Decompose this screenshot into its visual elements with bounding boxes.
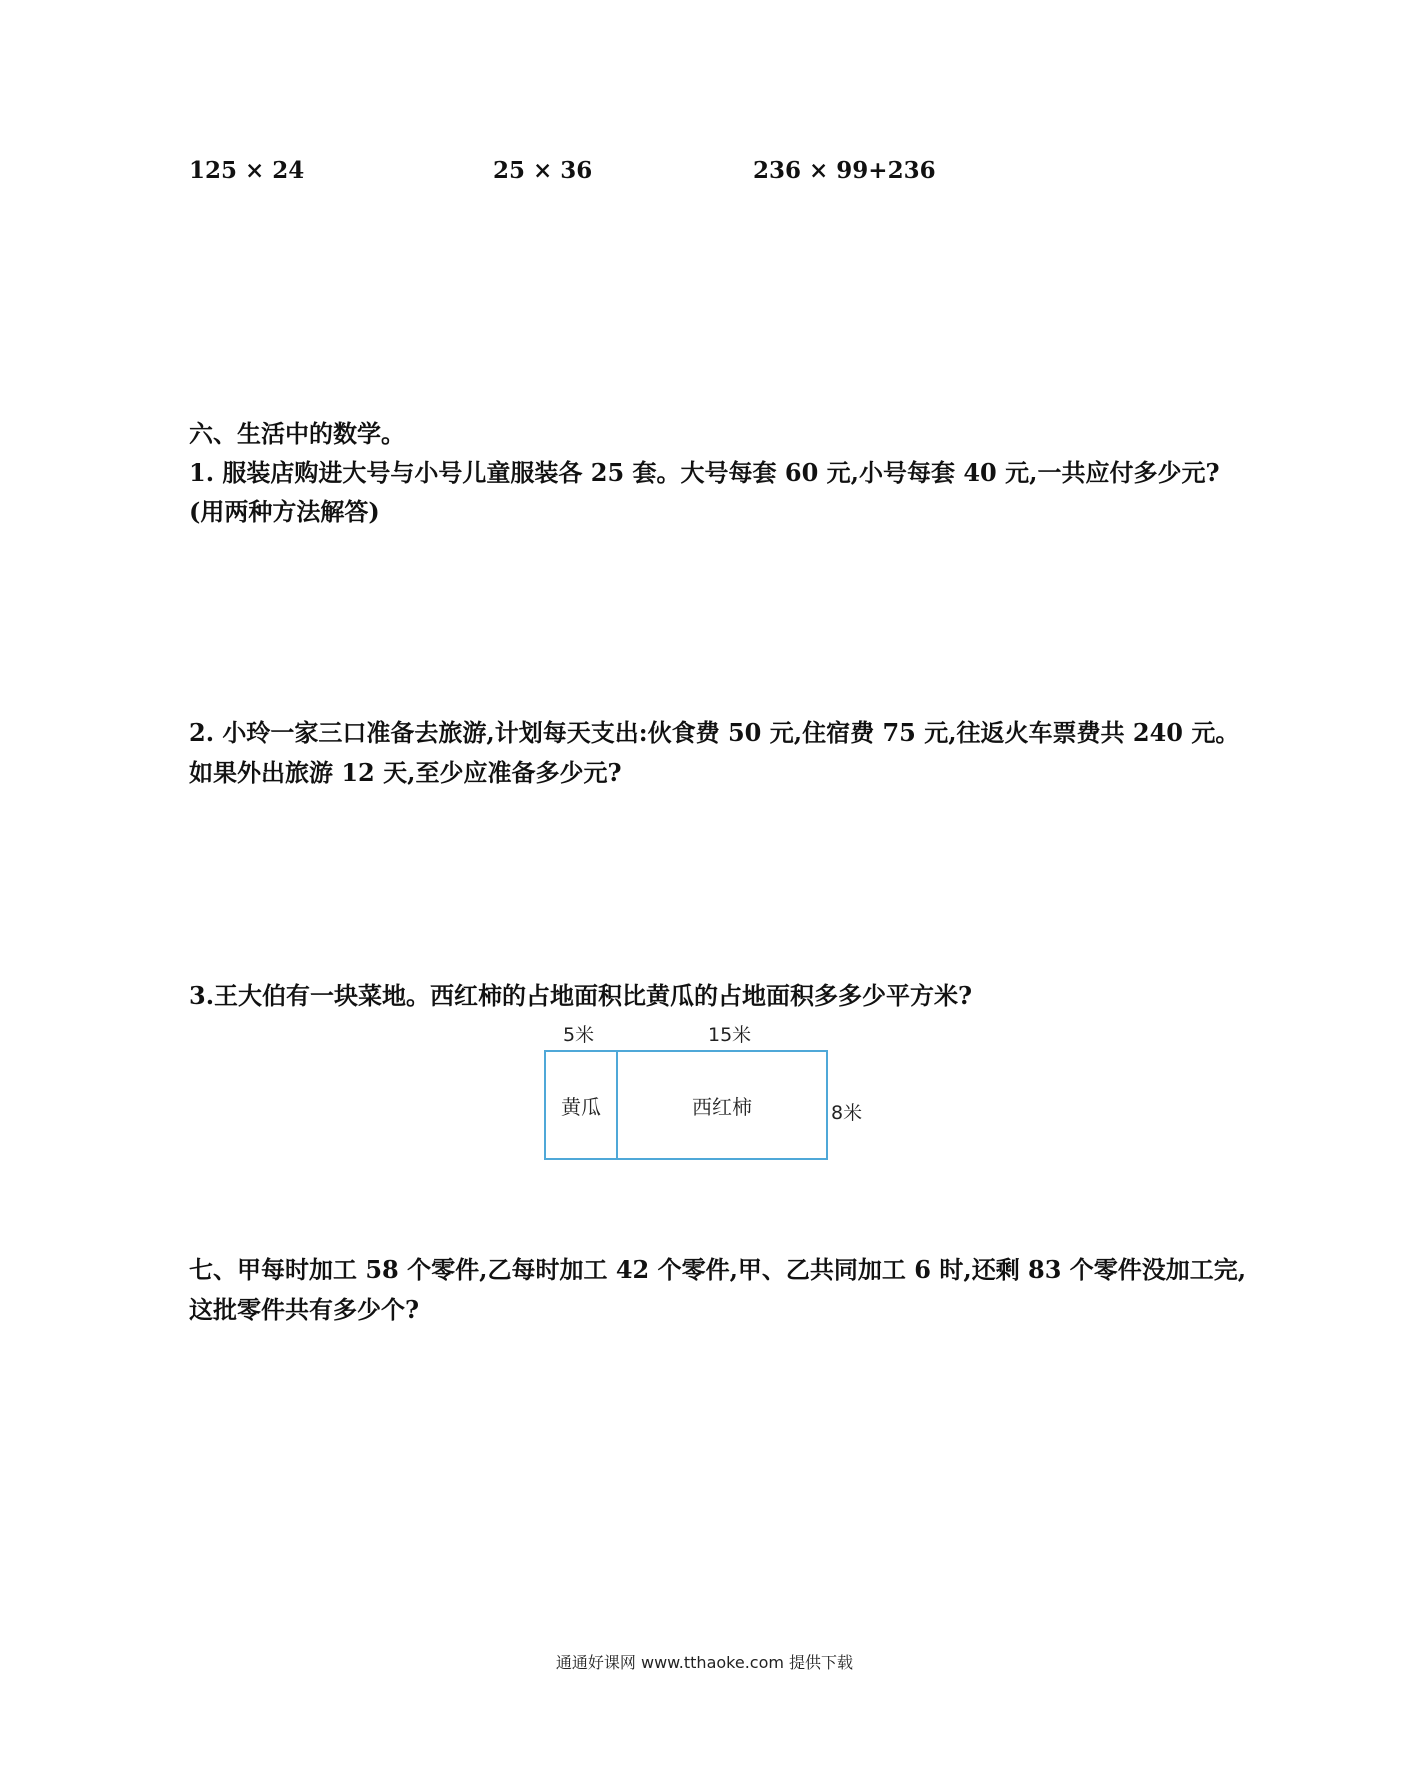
expression-1: 125 × 24 [189,157,305,184]
tomato-plot [616,1050,828,1160]
section-7-line-1: 七、甲每时加工 58 个零件,乙每时加工 42 个零件,甲、乙共同加工 6 时,还剩 83 个零件没加工完, [189,1255,1247,1284]
question-1-line-1: 1. 服装店购进大号与小号儿童服装各 25 套。大号每套 60 元,小号每套 40 元,一共应付多少元? [189,458,1220,487]
question-2-line-1: 2. 小玲一家三口准备去旅游,计划每天支出:伙食费 50 元,住宿费 75 元,往返火车票费共 240 元。 [189,718,1240,747]
section-6-heading: 六、生活中的数学。 [189,419,405,448]
question-1-line-2: (用两种方法解答) [189,497,380,526]
question-3-line-1: 3.王大伯有一块菜地。西红柿的占地面积比黄瓜的占地面积多多少平方米? [189,981,973,1010]
footer-source: 通通好课网 www.tthaoke.com 提供下载 [555,1653,854,1672]
tomato-width-label: 15米 [708,1024,752,1046]
question-2-line-2: 如果外出旅游 12 天,至少应准备多少元? [189,758,622,787]
cucumber-width-label: 5米 [563,1024,595,1046]
plot-height-label: 8米 [831,1102,863,1124]
cucumber-plot [544,1050,618,1160]
expression-3: 236 × 99+236 [753,157,936,184]
vegetable-plot-diagram [500,1015,900,1185]
expression-2: 25 × 36 [493,157,593,184]
tomato-plot-label: 西红柿 [692,1094,752,1119]
section-7-line-2: 这批零件共有多少个? [189,1295,420,1324]
cucumber-plot-label: 黄瓜 [561,1094,601,1119]
